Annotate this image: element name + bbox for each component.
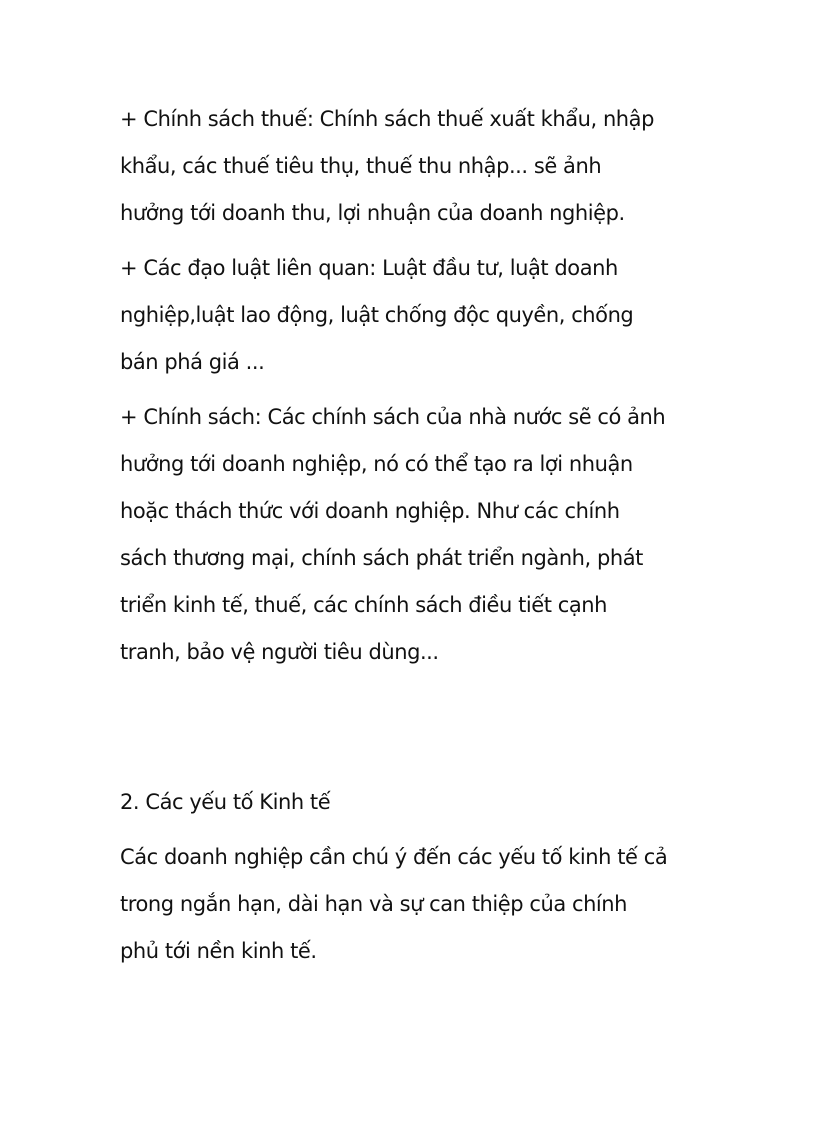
section-heading: [120, 779, 720, 826]
text-line: hưởng tới doanh thu, lợi nhuận của doanh nghiệp.: [120, 201, 625, 225]
paragraph-related-laws: [120, 245, 720, 386]
text-line: tranh, bảo vệ người tiêu dùng...: [120, 640, 439, 664]
text-line: sách thương mại, chính sách phát triển ngành, phát: [120, 546, 643, 570]
text-line: hoặc thách thức với doanh nghiệp. Như các chính: [120, 499, 620, 523]
paragraph-economic-factors: [120, 834, 720, 975]
text-line: + Các đạo luật liên quan: Luật đầu tư, luật doanh: [120, 256, 618, 280]
text-line: + Chính sách: Các chính sách của nhà nước sẽ có ảnh: [120, 405, 666, 429]
text-line: trong ngắn hạn, dài hạn và sự can thiệp của chính: [120, 892, 628, 916]
text-line: khẩu, các thuế tiêu thụ, thuế thu nhập... sẽ ảnh: [120, 154, 602, 178]
document-body: [120, 96, 720, 983]
text-line: phủ tới nền kinh tế.: [120, 939, 317, 963]
text-line: + Chính sách thuế: Chính sách thuế xuất khẩu, nhập: [120, 107, 654, 131]
text-line: bán phá giá ...: [120, 350, 265, 374]
text-line: hưởng tới doanh nghiệp, nó có thể tạo ra lợi nhuận: [120, 452, 633, 476]
text-line: Các doanh nghiệp cần chú ý đến các yếu tố kinh tế cả: [120, 845, 668, 869]
text-line: nghiệp,luật lao động, luật chống độc quyền, chống: [120, 303, 634, 327]
paragraph-policies: [120, 394, 720, 676]
paragraph-tax-policy: [120, 96, 720, 237]
blank-space: [120, 684, 720, 779]
heading-text: 2. Các yếu tố Kinh tế: [120, 790, 331, 814]
text-line: triển kinh tế, thuế, các chính sách điều tiết cạnh: [120, 593, 607, 617]
